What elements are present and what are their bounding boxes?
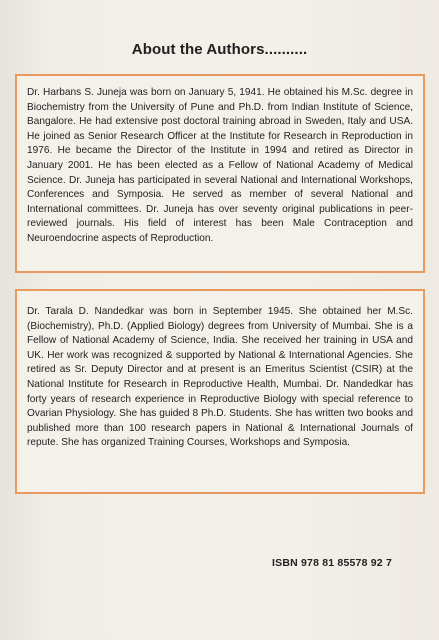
author-bio-text-juneja: Dr. Harbans S. Juneja was born on January 5, 1941. He obtained his M.Sc. degree in Biochemistry from the University of Pune and Ph.D. from Indian Institute of Science, Bangalore. He had extensive post doctoral training abroad in Sweden, Italy and USA. He joined as Senior Research Officer at the Institute for Research in Reproduction in 1976. He became the Director of the Institute in 1994 and retired as Director in January 2001. He has been elected as a Fellow of National Academy of Medical Science. Dr. Juneja has participated in several National and International Workshops, Conferences and Symposia. He served as member of several National and International committees. Dr. Juneja has over seventy original publications in peer-reviewed journals. His field of interest has been Male Contraception and Neuroendocrine aspects of Reproduction.	[27, 87, 413, 244]
author-bio-box-nandedkar	[15, 289, 425, 494]
page-title: About the Authors..........	[131, 41, 308, 58]
author-bio-box-juneja	[15, 74, 425, 273]
isbn-number: ISBN 978 81 85578 92 7	[272, 557, 392, 569]
author-bio-text-nandedkar: Dr. Tarala D. Nandedkar was born in September 1945. She obtained her M.Sc. (Biochemistry), Ph.D. (Applied Biology) degrees from University of Mumbai. She is a Fellow of National Academy of Science, India. She received her training in USA and UK. Her work was recognized & supported by National & International Agencies. She retired as Sr. Deputy Director and at present is an Emeritus Scientist (CSIR) at the National Institute for Research in Reproductive Health, Mumbai. Dr. Nandedkar has forty years of research experience in Reproductive Biology with special reference to Ovarian Physiology. She has guided 8 Ph.D. Students. She has written two books and published more than 100 research papers in National & International Journals of repute. She has organized Training Courses, Workshops and Symposia.	[27, 306, 413, 449]
